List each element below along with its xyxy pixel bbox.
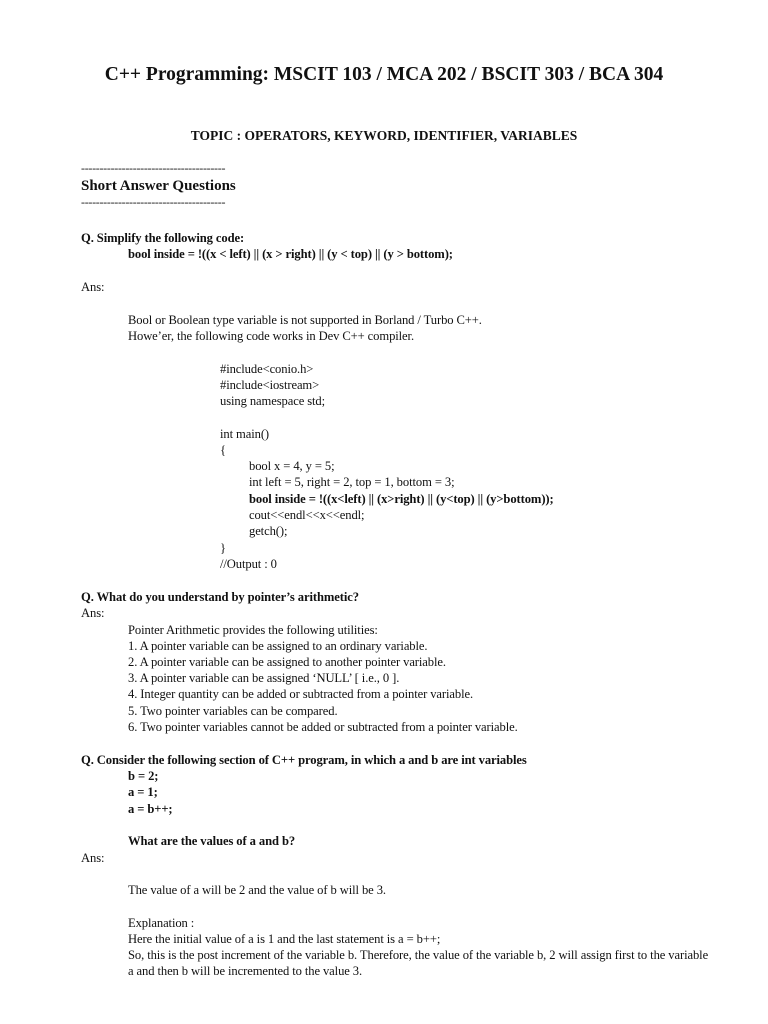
explanation-label: Explanation :: [128, 916, 195, 930]
code-line: using namespace std;: [220, 394, 326, 408]
section-heading: Short Answer Questions: [81, 178, 236, 194]
code-line: b = 2;: [128, 769, 159, 783]
answer-1-line: Howe’er, the following code works in Dev C++ compiler.: [128, 329, 414, 343]
explanation-paragraph: So, this is the post increment of the variable b. Therefore, the value of the variable b, 2 will assign first to the variable a and then b will be incremented to the value 3.: [128, 948, 709, 978]
divider-bottom: ---------------------------------------: [81, 195, 226, 209]
code-line: cout<<endl<<x<<endl;: [249, 508, 365, 522]
list-item: 4. Integer quantity can be added or subtracted from a pointer variable.: [128, 687, 474, 701]
code-line: int left = 5, right = 2, top = 1, bottom = 3;: [249, 475, 455, 489]
code-line: }: [220, 541, 226, 555]
list-item: 5. Two pointer variables can be compared.: [128, 704, 338, 718]
code-line: #include<conio.h>: [220, 362, 314, 376]
divider-top: ---------------------------------------: [81, 161, 226, 175]
answer-2-intro: Pointer Arithmetic provides the following utilities:: [128, 623, 378, 637]
code-line: getch();: [249, 524, 288, 538]
sub-question: What are the values of a and b?: [128, 834, 296, 848]
answer-label-2: Ans:: [81, 606, 105, 620]
code-output: //Output : 0: [220, 557, 277, 571]
code-line: int main(): [220, 427, 270, 441]
document-title: C++ Programming: MSCIT 103 / MCA 202 / BSCIT 303 / BCA 304: [104, 64, 664, 85]
question-2: Q. What do you understand by pointer’s arithmetic?: [81, 590, 359, 604]
code-line: #include<iostream>: [220, 378, 320, 392]
list-item: 6. Two pointer variables cannot be added or subtracted from a pointer variable.: [128, 720, 518, 734]
code-line-highlight: bool inside = !((x<left) || (x>right) || (y<top) || (y>bottom));: [249, 492, 554, 506]
list-item: 3. A pointer variable can be assigned ‘NULL’ [ i.e., 0 ].: [128, 671, 400, 685]
answer-3: The value of a will be 2 and the value of b will be 3.: [128, 883, 386, 897]
answer-label-3: Ans:: [81, 851, 105, 865]
list-item: 1. A pointer variable can be assigned to an ordinary variable.: [128, 639, 428, 653]
question-3: Q. Consider the following section of C++ program, in which a and b are int variables: [81, 753, 527, 767]
topic-heading: TOPIC : OPERATORS, KEYWORD, IDENTIFIER, VARIABLES: [190, 128, 578, 143]
question-1-code: bool inside = !((x < left) || (x > right) || (y < top) || (y > bottom);: [128, 247, 453, 261]
list-item: 2. A pointer variable can be assigned to another pointer variable.: [128, 655, 446, 669]
code-line: {: [220, 443, 226, 457]
answer-label-1: Ans:: [81, 280, 105, 294]
code-line: a = b++;: [128, 802, 173, 816]
explanation-line: Here the initial value of a is 1 and the last statement is a = b++;: [128, 932, 441, 946]
code-line: bool x = 4, y = 5;: [249, 459, 335, 473]
code-line: a = 1;: [128, 785, 158, 799]
answer-1-line: Bool or Boolean type variable is not supported in Borland / Turbo C++.: [128, 313, 482, 327]
question-1: Q. Simplify the following code:: [81, 231, 245, 245]
